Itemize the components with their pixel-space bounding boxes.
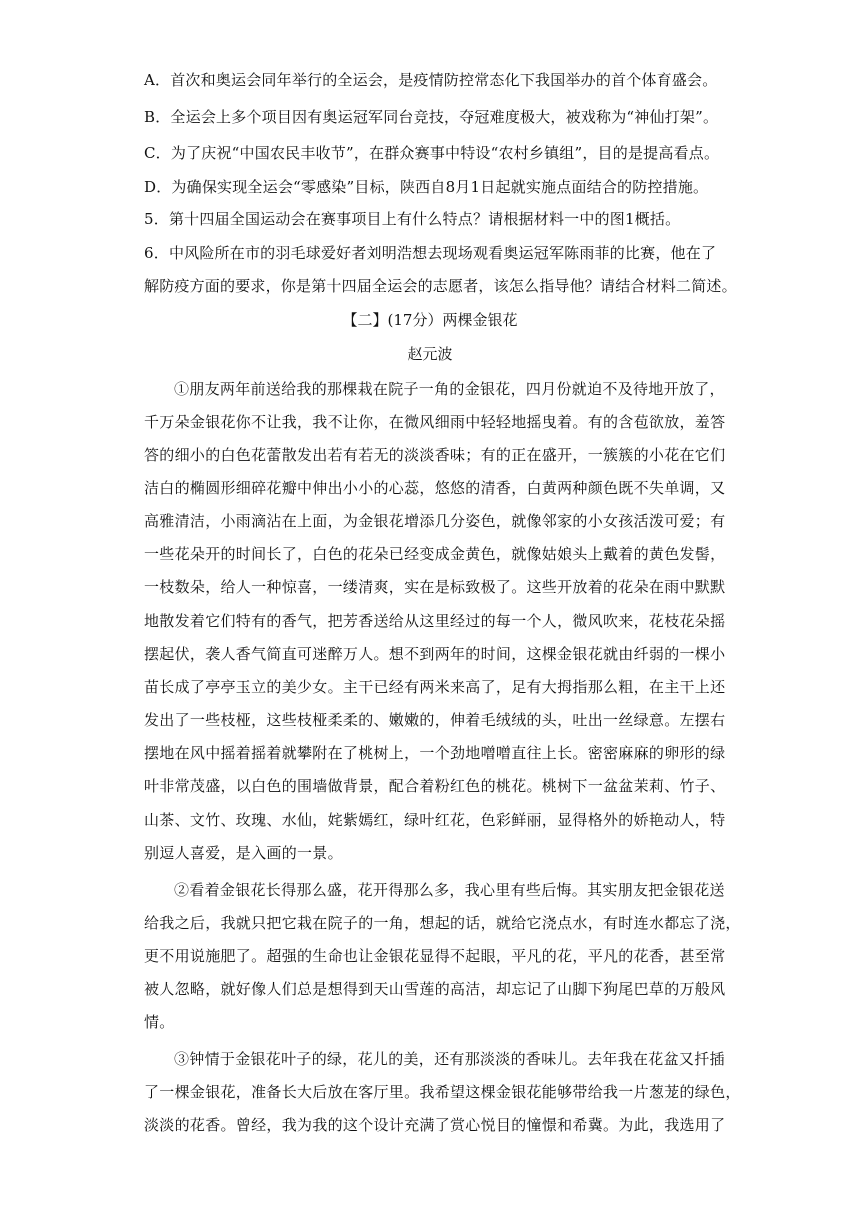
para2-line: ②看着金银花长得那么盛，花开得那么多，我心里有些后悔。其实朋友把金银花送: [174, 881, 725, 899]
para1-line: 高雅清洁，小雨滴沾在上面，为金银花增添几分姿色，就像邻家的小女孩活泼可爱；有: [144, 512, 726, 530]
question-6-line-2: 解防疫方面的要求，你是第十四届全运会的志愿者，该怎么指导他？请结合材料二简述。: [144, 277, 737, 295]
para2-line: 情。: [144, 1013, 175, 1031]
para3-line: 了一棵金银花，准备长大后放在客厅里。我希望这棵金银花能够带给我一片葱茏的绿色，: [144, 1083, 741, 1101]
option-d: D．为确保实现全运会“零感染”目标，陕西自8月1日起就实施点面结合的防控措施。: [144, 178, 709, 196]
para1-line: 苗长成了亭亭玉立的美少女。主干已经有两米来高了，足有大拇指那么粗，在主干上还: [144, 678, 726, 696]
question-6-line-1: 6．中风险所在市的羽毛球爱好者刘明浩想去现场观看奥运冠军陈雨菲的比赛，他在了: [144, 244, 717, 262]
para2-line: 给我之后，我就只把它栽在院子的一角，想起的话，就给它浇点水，有时连水都忘了浇，: [144, 914, 741, 932]
para1-line: 叶非常茂盛，以白色的围墙做背景，配合着粉红色的桃花。桃树下一盆盆茉莉、竹子、: [144, 777, 726, 795]
para1-line: ①朋友两年前送给我的那棵栽在院子一角的金银花，四月份就迫不及待地开放了，: [174, 380, 725, 398]
para1-line: 千万朵金银花你不让我，我不让你，在微风细雨中轻轻地摇曳着。有的含苞欲放，羞答: [144, 413, 726, 431]
para3-line: ③钟情于金银花叶子的绿，花儿的美，还有那淡淡的香味儿。去年我在花盆又扦插: [174, 1050, 725, 1068]
option-b: B．全运会上多个项目因有奥运冠军同台竞技，夺冠难度极大，被戏称为“神仙打架”。: [144, 108, 719, 126]
para2-line: 更不用说施肥了。超强的生命也让金银花显得不起眼，平凡的花，平凡的花香，甚至常: [144, 947, 726, 965]
para1-line: 发出了一些枝桠，这些枝桠柔柔的、嫩嫩的，伸着毛绒绒的头，吐出一丝绿意。左摆右: [144, 711, 726, 729]
para1-line: 一枝数朵，给人一种惊喜，一缕清爽，实在是标致极了。这些开放着的花朵在雨中默默: [144, 578, 726, 596]
option-c: C．为了庆祝“中国农民丰收节”，在群众赛事中特设“农村乡镇组”，目的是提高看点。: [144, 144, 720, 162]
para1-line: 山茶、文竹、玫瑰、水仙，姹紫嫣红，绿叶红花，色彩鲜丽，显得格外的娇艳动人，特: [144, 811, 726, 829]
para1-line: 洁白的椭圆形细碎花瓣中伸出小小的心蕊，悠悠的清香，白黄两种颜色既不失单调，又: [144, 479, 726, 497]
para1-line: 别逗人喜爱，是入画的一景。: [144, 844, 343, 862]
question-5: 5．第十四届全国运动会在赛事项目上有什么特点？请根据材料一中的图1概括。: [144, 210, 681, 228]
section-title: 【二】(17分）两棵金银花: [342, 311, 518, 329]
para1-line: 答的细小的白色花蕾散发出若有若无的淡淡香味；有的正在盛开，一簇簇的小花在它们: [144, 446, 726, 464]
author: 赵元波: [407, 345, 453, 363]
para1-line: 摆起伏，袭人香气简直可迷醉万人。想不到两年的时间，这棵金银花就由纤弱的一棵小: [144, 645, 726, 663]
para1-line: 摆地在风中摇着摇着就攀附在了桃树上，一个劲地噌噌直往上长。密密麻麻的卵形的绿: [144, 744, 726, 762]
option-a: A．首次和奥运会同年举行的全运会，是疫情防控常态化下我国举办的首个体育盛会。: [144, 71, 718, 89]
para1-line: 一些花朵开的时间长了，白色的花朵已经变成金黄色，就像姑娘头上戴着的黄色发髻，: [144, 545, 726, 563]
para2-line: 被人忽略，就好像人们总是想得到天山雪莲的高洁，却忘记了山脚下狗尾巴草的万般风: [144, 980, 726, 998]
para1-line: 地散发着它们特有的香气，把芳香送给从这里经过的每一个人，微风吹来，花枝花朵摇: [144, 612, 726, 630]
para3-line: 淡淡的花香。曾经，我为我的这个设计充满了赏心悦目的憧憬和希冀。为此，我选用了: [144, 1116, 726, 1134]
